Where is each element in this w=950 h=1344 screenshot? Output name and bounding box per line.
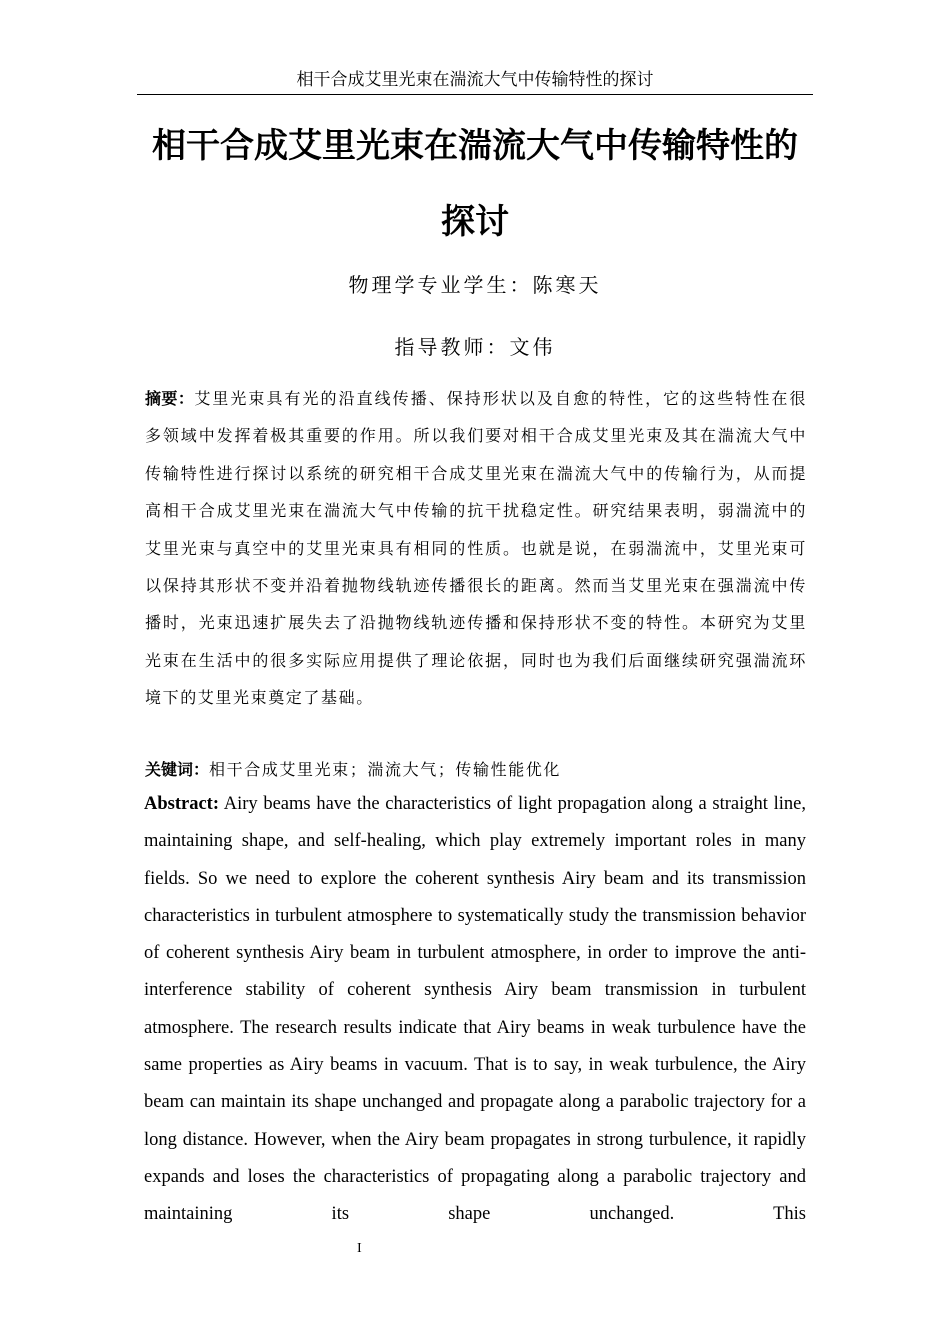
abstract-english-label: Abstract: (144, 794, 220, 814)
abstract-english (144, 786, 806, 1231)
keywords-chinese (145, 751, 807, 788)
paper-title: 相干合成艾里光束在湍流大气中传输特性的探讨 (152, 126, 798, 242)
running-header-title: 相干合成艾里光束在湍流大气中传输特性的探讨 (296, 70, 654, 90)
student-line: 物理学专业学生：陈寒天 (348, 273, 602, 297)
abstract-chinese-text: 艾里光束具有光的沿直线传播、保持形状以及自愈的特性，它的这些特性在很多领域中发挥着极其重要的作用。所以我们要对相干合成艾里光束及其在湍流大气中传输特性进行探讨以系统的研究相干合成艾里光束在湍流大气中的传输行为，从而提高相干合成艾里光束在湍流大气中传输的抗干扰稳定性。研究结果表明，弱湍流中的艾里光束与真空中的艾里光束具有相同的性质。也就是说，在弱湍流中，艾里光束可以保持其形状不变并沿着抛物线轨迹传播很长的距离。然而当艾里光束在强湍流中传播时，光束迅速扩展失去了沿抛物线轨迹传播和保持形状不变的特性。本研究为艾里光束在生活中的很多实际应用提供了理论依据，同时也为我们后面继续研究强湍流环境下的艾里光束奠定了基础。 (145, 389, 807, 708)
keywords-text: 相干合成艾里光束；湍流大气；传输性能优化 (209, 760, 562, 779)
running-header (137, 68, 813, 95)
keywords-label: 关键词： (145, 760, 210, 779)
abstract-chinese (145, 380, 807, 717)
abstract-chinese-label: 摘要： (145, 389, 195, 408)
page-number: I (357, 1241, 362, 1256)
advisor-line: 指导教师：文伟 (394, 335, 556, 359)
abstract-english-text: Airy beams have the characteristics of light propagation along a straight line, maintaining shape, and self-healing, which play extremely important roles in many fields. So we need to explore the coherent synthesis Airy beam and its transmission characteristics in turbulent atmosphere to systematically study the transmission behavior of coherent synthesis Airy beam in turbulent atmosphere, in order to improve the anti-interference stability of coherent synthesis Airy beam transmission in turbulent atmosphere. The research results indicate that Airy beams in weak turbulence have the same properties as Airy beams in vacuum. That is to say, in weak turbulence, the Airy beam can maintain its shape unchanged and propagate along a parabolic trajectory for a long distance. However, when the Airy beam propagates in strong turbulence, it rapidly expands and loses the characteristics of propagating along a parabolic trajectory and maintaining its shape unchanged. This (144, 794, 806, 1225)
